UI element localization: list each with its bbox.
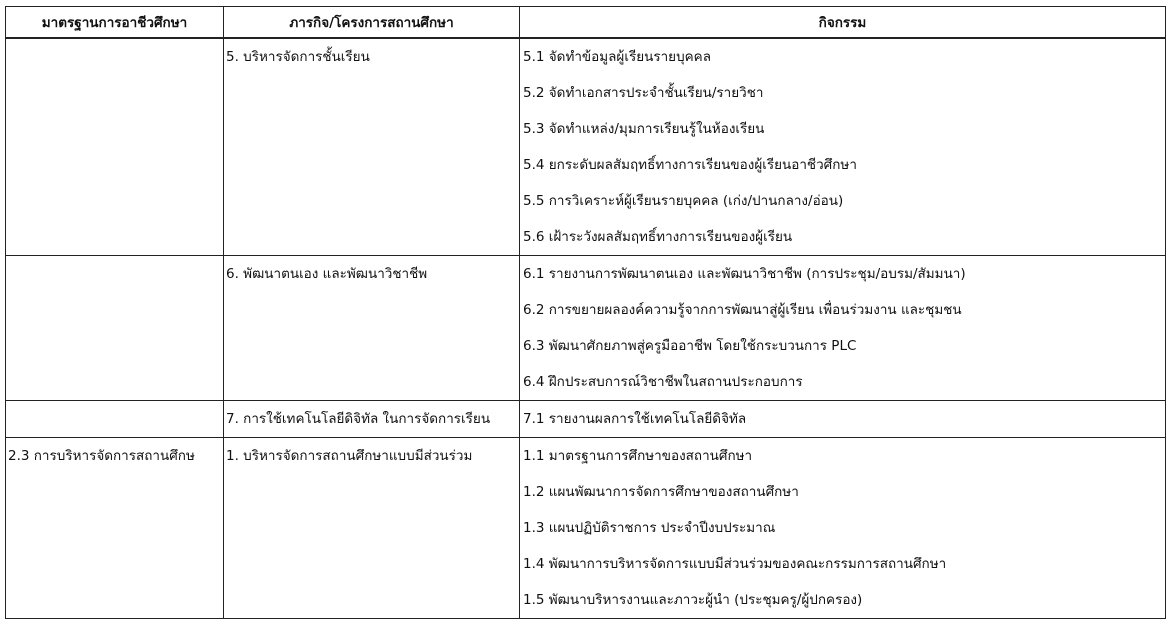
mission-text: 1. บริหารจัดการสถานศึกษาแบบมีส่วนร่วม: [226, 448, 473, 464]
standard-cell: [6, 38, 224, 256]
header-mission: ภารกิจ/โครงการสถานศึกษา: [224, 7, 520, 39]
activity-item: 1.3 แผนปฏิบัติราชการ ประจำปีงบประมาณ: [523, 520, 776, 536]
table-row: [6, 438, 1166, 619]
activity-item: 6.4 ฝึกประสบการณ์วิชาชีพในสถานประกอบการ: [523, 374, 803, 390]
standard-cell: [6, 438, 224, 619]
table-row: [6, 401, 1166, 438]
activity-cell: [520, 38, 1166, 256]
activity-item: 6.3 พัฒนาศักยภาพสู่ครูมืออาชีพ โดยใช้กระบวนการ PLC: [523, 338, 857, 354]
mission-cell: [224, 38, 520, 256]
activity-item: 1.4 พัฒนาการบริหารจัดการแบบมีส่วนร่วมของคณะกรรมการสถานศึกษา: [523, 556, 947, 572]
table-row: [6, 256, 1166, 401]
activity-item: 1.2 แผนพัฒนาการจัดการศึกษาของสถานศึกษา: [523, 484, 799, 500]
standard-text: 2.3 การบริหารจัดการสถานศึกษ: [8, 448, 195, 464]
activity-cell: [520, 256, 1166, 401]
activity-cell: [520, 438, 1166, 619]
mission-text: 7. การใช้เทคโนโลยีดิจิทัล ในการจัดการเรียน: [226, 411, 491, 427]
activity-item: 1.5 พัฒนาบริหารงานและภาวะผู้นำ (ประชุมครู/ผู้ปกครอง): [523, 592, 863, 608]
activity-item: 5.4 ยกระดับผลสัมฤทธิ์ทางการเรียนของผู้เรียนอาชีวศึกษา: [523, 157, 857, 173]
activity-item: 5.6 เฝ้าระวังผลสัมฤทธิ์ทางการเรียนของผู้เรียน: [523, 229, 793, 245]
activity-item: 6.2 การขยายผลองค์ความรู้จากการพัฒนาสู่ผู้เรียน เพื่อนร่วมงาน และชุมชน: [523, 302, 962, 318]
mission-cell: [224, 401, 520, 438]
standard-cell: [6, 401, 224, 438]
header-standard: มาตรฐานการอาชีวศึกษา: [6, 7, 224, 39]
activity-item: 5.5 การวิเคราะห์ผู้เรียนรายบุคคล (เก่ง/ปานกลาง/อ่อน): [523, 193, 844, 209]
mission-cell: [224, 438, 520, 619]
table-row: [6, 38, 1166, 256]
activity-item: 5.2 จัดทำเอกสารประจำชั้นเรียน/รายวิชา: [523, 85, 764, 101]
activity-item: 5.3 จัดทำแหล่ง/มุมการเรียนรู้ในห้องเรียน: [523, 121, 765, 137]
mission-text: 6. พัฒนาตนเอง และพัฒนาวิชาชีพ: [226, 266, 428, 282]
mission-text: 5. บริหารจัดการชั้นเรียน: [226, 49, 370, 65]
activity-cell: [520, 401, 1166, 438]
activity-item: 6.1 รายงานการพัฒนาตนเอง และพัฒนาวิชาชีพ (การประชุม/อบรม/สัมมนา): [523, 266, 966, 282]
activity-table: [5, 6, 1166, 619]
header-row: [6, 7, 1166, 39]
activity-item: 7.1 รายงานผลการใช้เทคโนโลยีดิจิทัล: [523, 411, 747, 427]
mission-cell: [224, 256, 520, 401]
activity-item: 5.1 จัดทำข้อมูลผู้เรียนรายบุคคล: [523, 49, 711, 65]
activity-item: 1.1 มาตรฐานการศึกษาของสถานศึกษา: [523, 448, 753, 464]
standard-cell: [6, 256, 224, 401]
header-activity: กิจกรรม: [520, 7, 1166, 39]
